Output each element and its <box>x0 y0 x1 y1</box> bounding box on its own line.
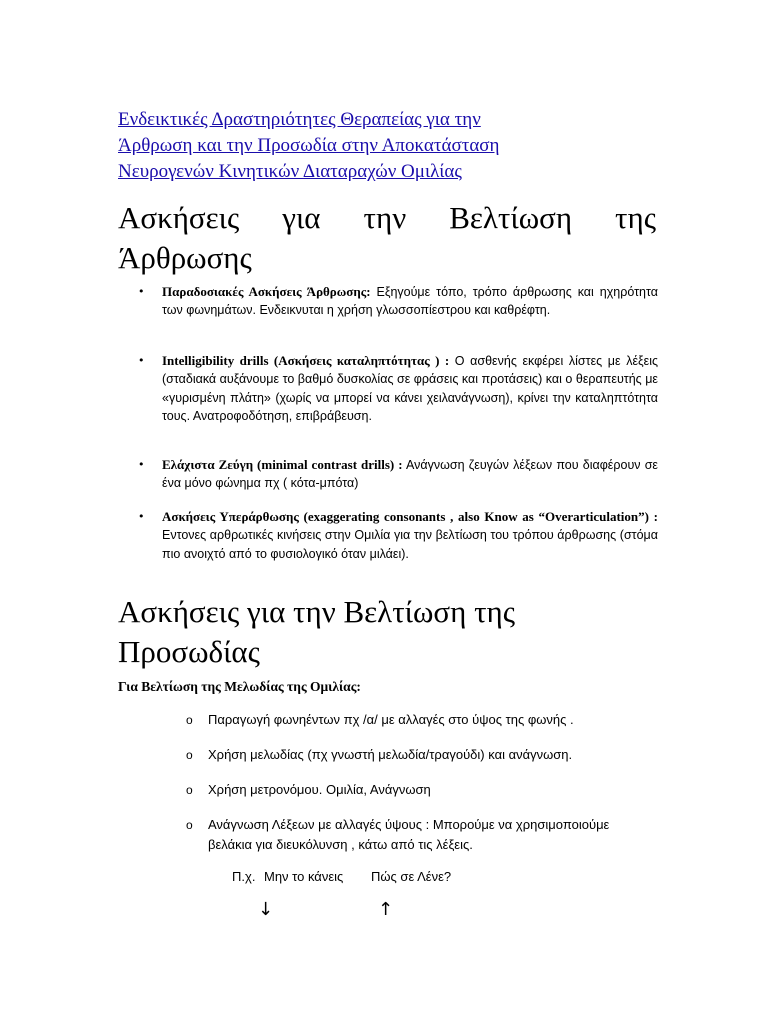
title-line-3[interactable]: Νευρογενών Κινητικών Διαταραχών Ομιλίας <box>118 161 462 182</box>
bullet-item <box>138 456 658 493</box>
arrow-up-icon: ↑ <box>378 899 394 920</box>
example-phrase-2: Πώς σε Λένε? <box>371 869 452 884</box>
heading-word: Βελτίωση <box>449 200 573 235</box>
list-glyph: o <box>186 818 193 832</box>
bullet-text: Ανάγνωση ζευγών λέξεων που διαφέρουν σε ένα μόνο φώνημα πχ ( κότα-μπότα) <box>162 458 659 491</box>
list-glyph: o <box>186 748 193 762</box>
arrow-down-icon: ↓ <box>258 899 274 920</box>
bullet-glyph: • <box>138 354 145 367</box>
bullet-term: Παραδοσιακές Ασκήσεις Άρθρωσης: <box>162 284 371 299</box>
list-glyph: o <box>186 713 193 727</box>
bullet-term: Ελάχιστα Ζεύγη (minimal contrast drills) : <box>162 457 403 472</box>
bullet-item <box>138 283 658 320</box>
list-text: Χρήση μετρονόμου. Ομιλία, Ανάγνωση <box>208 782 431 797</box>
example-prefix: Π.χ. <box>232 869 256 884</box>
list-text: Χρήση μελωδίας (πχ γνωστή μελωδία/τραγούδι) και ανάγνωση. <box>208 747 573 762</box>
bullet-text: Εξηγούμε τόπο, τρόπο άρθρωσης και ηχηρότητα των φωνημάτων. Ενδεικνυται η χρήση γλωσσοπίεστρου και καθρέφτη. <box>162 285 658 318</box>
section-heading-prosody <box>118 592 656 672</box>
heading-line-1: Ασκήσεις για την Βελτίωση της <box>118 594 516 629</box>
list-item <box>186 815 656 855</box>
heading-word: Ασκήσεις <box>118 200 240 235</box>
bullet-item <box>138 352 658 426</box>
title-line-2[interactable]: Άρθρωση και την Προσωδία στην Αποκατάσταση <box>118 135 500 156</box>
bullet-glyph: • <box>138 510 145 523</box>
list-item <box>186 745 656 765</box>
bullet-text: Ο ασθενής εκφέρει λίστες με λέξεις (σταδιακά αυξάνουμε το βαθμό δυσκολίας σε φράσεις και προτάσεις) και ο θεραπευτής με «γυρισμένη πλάτη» (χωρίς να μπορεί να κάνει χειλανάγνωση), κρίνει την καταληπτότητα τους. Ανατροφοδότηση, επιβράβευση. <box>162 354 658 424</box>
heading-word: την <box>363 200 407 235</box>
melody-subheading: Για Βελτίωση της Μελωδίας της Ομιλίας: <box>118 679 361 694</box>
list-text: Ανάγνωση Λέξεων με αλλαγές ύψους : Μπορούμε να χρησιμοποιούμε βελάκια για διευκόλυνση , κάτω από τις λέξεις. <box>208 817 610 852</box>
heading-line-1 <box>118 198 656 238</box>
example-phrase-1: Μην το κάνεις <box>264 869 344 884</box>
bullet-glyph: • <box>138 458 145 471</box>
list-item <box>186 710 656 730</box>
bullet-term: Ασκήσεις Υπεράρθωσης (exaggerating consonants , also Know as “Overarticulation”) : <box>162 509 658 524</box>
list-glyph: o <box>186 783 193 797</box>
section-heading-articulation <box>118 198 656 278</box>
bullet-term: Intelligibility drills (Ασκήσεις καταληπτότητας ) : <box>162 353 450 368</box>
bullet-item <box>138 508 658 563</box>
heading-word: της <box>615 200 656 235</box>
heading-word: για <box>282 200 321 235</box>
list-text: Παραγωγή φωνηέντων πχ /α/ με αλλαγές στο ύψος της φωνής . <box>208 712 574 727</box>
bullet-glyph: • <box>138 285 145 298</box>
list-item <box>186 780 656 800</box>
heading-line-2: Άρθρωσης <box>118 240 252 275</box>
document-title[interactable] <box>118 107 658 185</box>
bullet-text: Εντονες αρθρωτικές κινήσεις στην Ομιλία για την βελτίωση του τρόπου άρθρωσης (στόμα πιο ανοιχτό από το φυσιολογικό όταν μιλάει). <box>162 528 658 561</box>
heading-line-2: Προσωδίας <box>118 634 260 669</box>
title-line-1[interactable]: Ενδεικτικές Δραστηριότητες Θεραπείας για την <box>118 109 481 130</box>
